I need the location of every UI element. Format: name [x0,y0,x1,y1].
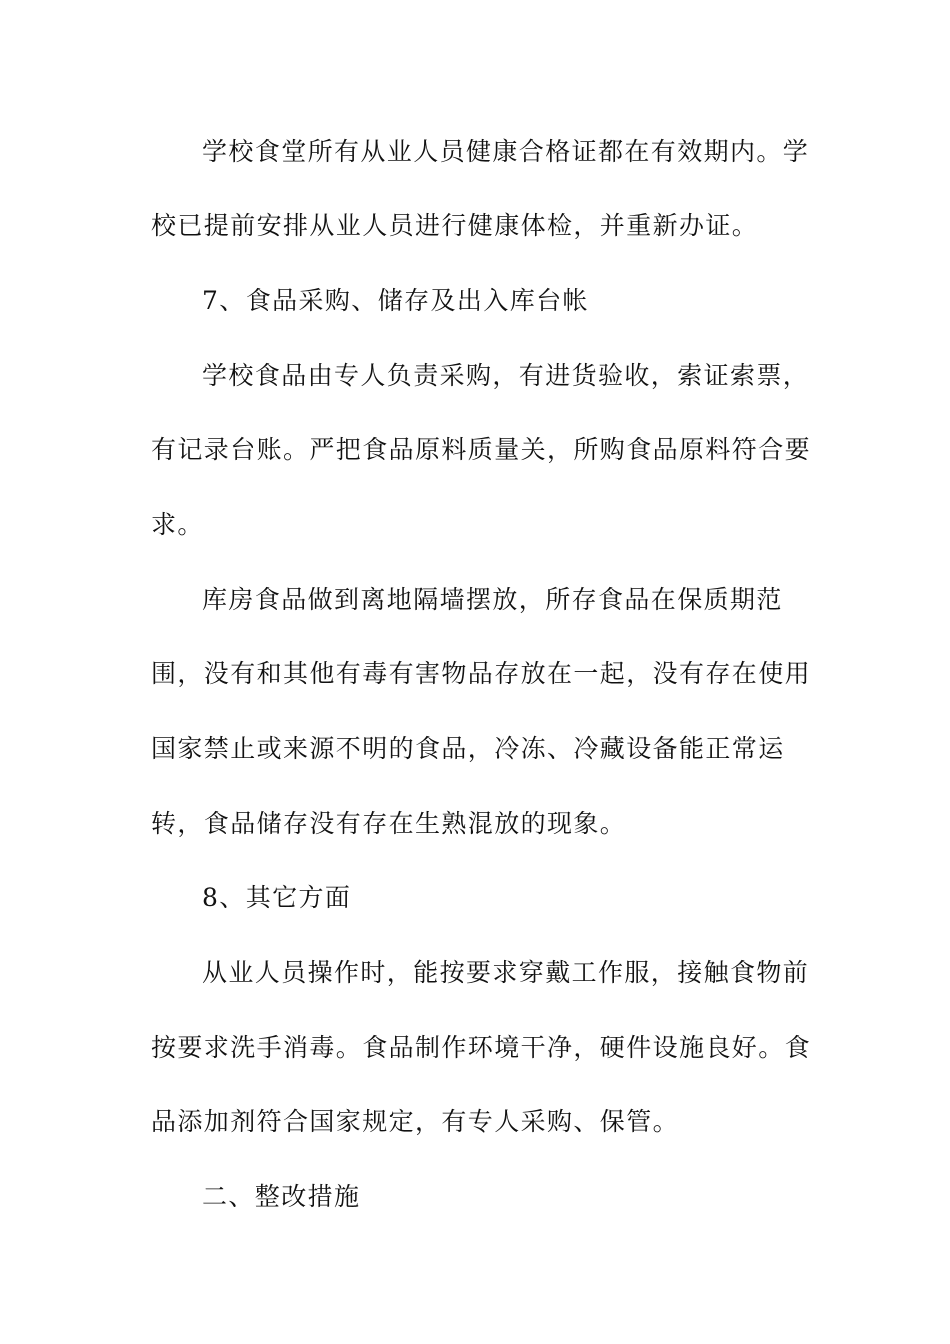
paragraph-line: 求。 [151,510,204,539]
paragraph-line: 围，没有和其他有毒有害物品存放在一起，没有存在使用 [151,659,812,688]
paragraph-line: 从业人员操作时，能按要求穿戴工作服，接触食物前 [202,958,810,987]
paragraph-line: 有记录台账。严把食品原料质量关，所购食品原料符合要 [151,435,812,464]
section-heading: 二、整改措施 [202,1182,361,1211]
section-heading: 7、食品采购、储存及出入库台帐 [202,286,589,315]
paragraph-line: 校已提前安排从业人员进行健康体检，并重新办证。 [151,211,759,240]
paragraph-line: 学校食堂所有从业人员健康合格证都在有效期内。学 [202,137,810,166]
paragraph-line: 库房食品做到离地隔墙摆放，所存食品在保质期范 [202,585,783,614]
section-heading: 8、其它方面 [202,883,352,912]
paragraph-line: 按要求洗手消毒。食品制作环境干净，硬件设施良好。食 [151,1033,812,1062]
paragraph-line: 学校食品由专人负责采购，有进货验收，索证索票， [202,361,810,390]
paragraph-line: 品添加剂符合国家规定，有专人采购、保管。 [151,1107,680,1136]
paragraph-line: 国家禁止或来源不明的食品，冷冻、冷藏设备能正常运 [151,734,785,763]
paragraph-line: 转，食品储存没有存在生熟混放的现象。 [151,809,627,838]
